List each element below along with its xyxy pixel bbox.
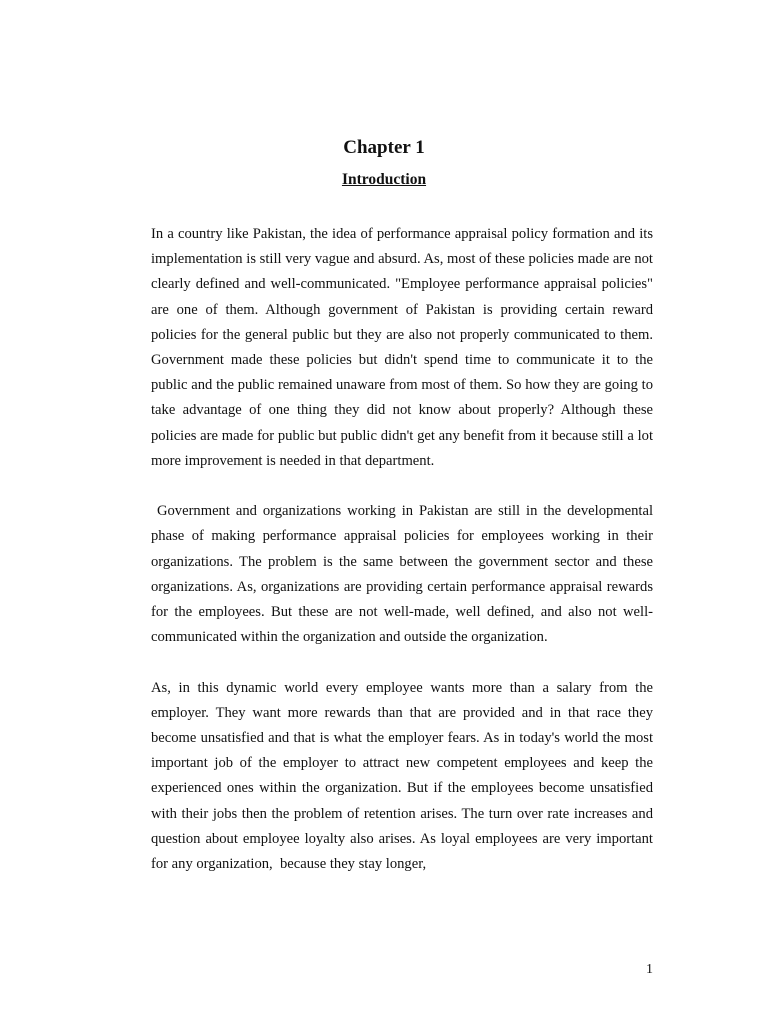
section-title: Introduction: [341, 171, 427, 188]
paragraph: As, in this dynamic world every employee wants more than a salary from the employer. They want more rewards than that are provided and in that race they become unsatisfied and that is what the employer fears. As in today's world the most important job of the employer to attract new competent employees and keep the experienced ones within the organization. But if the employees become unsatisfied with their jobs then the problem of retention arises. The turn over rate increases and question about employee loyalty also arises. As loyal employees are very important for any organization, because they stay longer,: [151, 679, 657, 873]
paragraph: In a country like Pakistan, the idea of performance appraisal policy formation and its implementation is still very vague and absurd. As, most of these policies made are not clearly defined and well-communicated. "Employee performance appraisal policies" are one of them. Although government of Pakistan is providing certain reward policies for the general public but they are also not properly communicated to them. Government made these policies but didn't spend time to communicate it to the public and the public remained unaware from most of them. So how they are going to take advantage of one thing they did not know about properly? Although these policies are made for public but public didn't get any benefit from it because still a lot more improvement is needed in that department.: [151, 226, 653, 469]
chapter-title: Chapter 1: [343, 137, 425, 158]
paragraph: Government and organizations working in Pakistan are still in the developmental phase of making performance appraisal policies for employees working in their organizations. The problem is the same between the government sector and these organizations. As, organizations are providing certain performance appraisal rewards for the employees. But these are not well-made, well defined, and also not well-communicated within the organization and outside the organization.: [151, 503, 657, 646]
page-number: 1: [646, 962, 653, 977]
body-text: [151, 222, 657, 902]
